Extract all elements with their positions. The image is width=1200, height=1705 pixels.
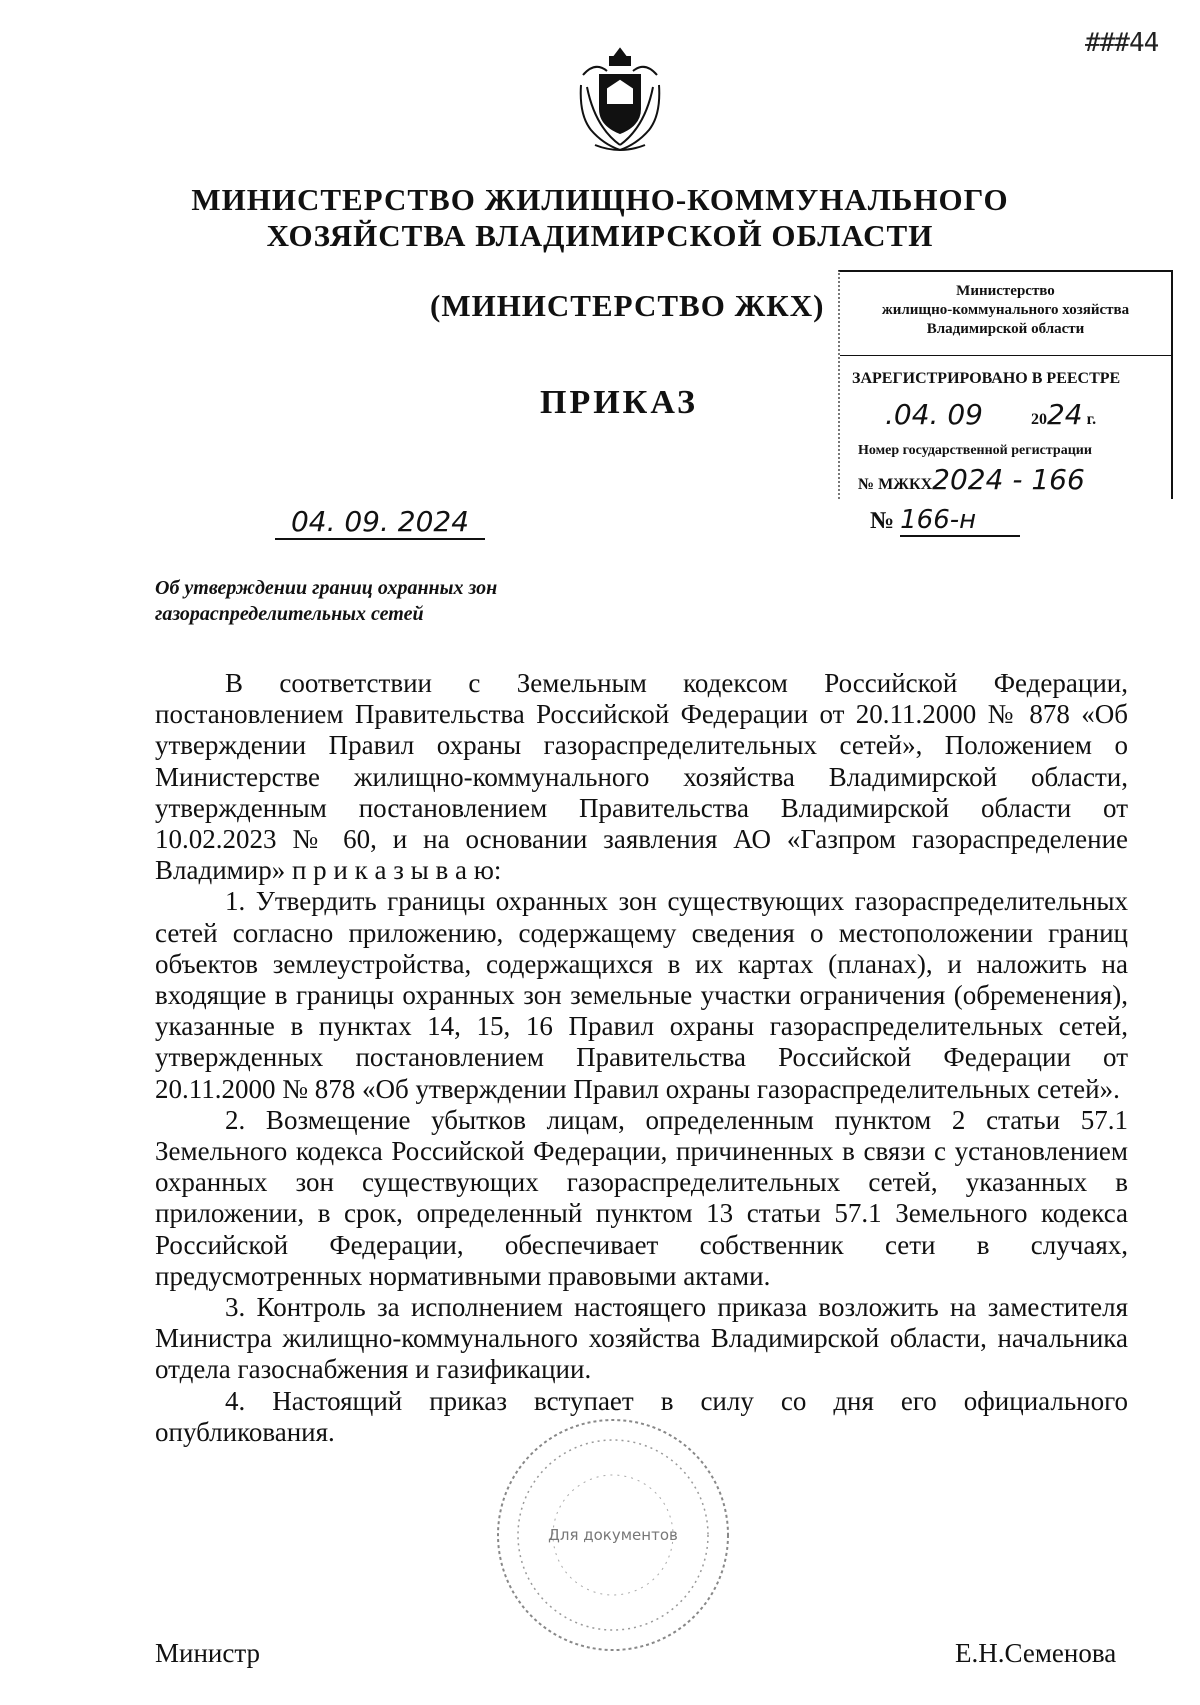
- organization-name-line2: ХОЗЯЙСТВА ВЛАДИМИРСКОЙ ОБЛАСТИ: [266, 218, 934, 253]
- official-seal: [488, 1410, 738, 1660]
- stamp-gov-reg-label: Номер государственной регистрации: [858, 443, 1092, 458]
- stamp-year-mark: г.: [1086, 411, 1097, 428]
- order-number: [870, 505, 1020, 537]
- stamp-org-line2: жилищно-коммунального хозяйства: [881, 302, 1130, 318]
- order-subject-line2: газораспределительных сетей: [155, 603, 424, 625]
- stamp-org-line3: Владимирской области: [926, 321, 1085, 337]
- order-body: [155, 668, 1128, 1448]
- body-item-3: 3. Контроль за исполнением настоящего приказа возложить на заместителя Министра жилищно-коммунального хозяйства Владимирской области, начальника отдела газоснабжения и газификации.: [155, 1292, 1128, 1385]
- stamp-registered-label: ЗАРЕГИСТРИРОВАНО В РЕЕСТРЕ: [852, 370, 1121, 387]
- stamp-mjkh-number: 2024 - 166: [932, 463, 1085, 496]
- order-number-label: №: [870, 508, 895, 534]
- stamp-divider: [840, 355, 1171, 356]
- stamp-org-block: [840, 282, 1171, 339]
- body-item-2: 2. Возмещение убытков лицам, определенным пунктом 2 статьи 57.1 Земельного кодекса Российской Федерации, причиненных в связи с установлением охранных зон существующих газораспределительных сетей, указанных в приложении, в срок, определенный пунктом 13 статьи 57.1 Земельного кодекса Российской Федерации, обеспечивает собственник сети в случаях, предусмотренных нормативными правовыми актами.: [155, 1104, 1128, 1291]
- stamp-registration-date: [885, 398, 1171, 431]
- stamp-reg-number: [858, 463, 1171, 496]
- organization-name-line1: МИНИСТЕРСТВО ЖИЛИЩНО-КОММУНАЛЬНОГО: [191, 182, 1009, 217]
- order-subject: [155, 575, 585, 627]
- coat-of-arms-emblem: [575, 45, 665, 155]
- registration-stamp: [838, 270, 1173, 499]
- body-item-1: 1. Утвердить границы охранных зон существующих газораспределительных сетей согласно приложению, содержащему сведения о местоположении границ объектов землеустройства, содержащихся в их картах (планах), и наложить на входящие в границы охранных зон земельные участки ограничения (обременения), указанные в пунктах 14, 15, 16 Правил охраны газораспределительных сетей, утвержденных постановлением Правительства Российской Федерации от 20.11.2000 № 878 «Об утверждении Правил охраны газораспределительных сетей».: [155, 886, 1128, 1104]
- document-title: ПРИКАЗ: [540, 384, 698, 421]
- body-item-4: 4. Настоящий приказ вступает в силу со дня его официального опубликования.: [155, 1385, 1128, 1447]
- body-preamble: В соответствии с Земельным кодексом Российской Федерации, постановлением Правительства Российской Федерации от 20.11.2000 № 878 «Об утверждении Правил охраны газораспределительных сетей», Положением о Министерстве жилищно-коммунального хозяйства Владимирской области, утвержденным постановлением Правительства Владимирской области от 10.02.2023 № 60, и на основании заявления АО «Газпром газораспределение Владимир» п р и к а з ы в а ю:: [155, 668, 1128, 886]
- seal-center-text: Для документов: [548, 1526, 678, 1544]
- order-subject-line1: Об утверждении границ охранных зон: [155, 577, 498, 599]
- stamp-year-prefix: 20: [1030, 411, 1047, 428]
- stamp-day-month: .04. 09: [885, 398, 983, 431]
- stamp-org-line1: Министерство: [956, 283, 1055, 299]
- stamp-mjkh-prefix: № МЖКХ: [858, 476, 933, 493]
- signatory-position: Министр: [155, 1638, 260, 1668]
- order-date: 04. 09. 2024: [275, 505, 485, 540]
- organization-short-name: (МИНИСТЕРСТВО ЖКХ): [430, 288, 825, 323]
- order-number-value: 166-н: [900, 505, 1020, 537]
- signatory-name: Е.Н.Семенова: [955, 1638, 1117, 1668]
- stamp-year-suffix: 24: [1046, 398, 1083, 431]
- organization-name: [0, 182, 1200, 254]
- handwritten-note: ###44: [1085, 28, 1159, 58]
